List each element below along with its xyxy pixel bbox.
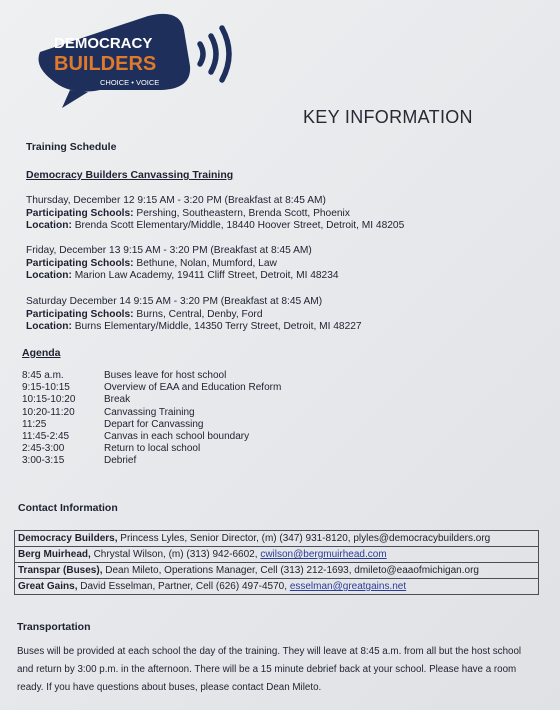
agenda-list: [22, 370, 281, 468]
schools-label: Participating Schools:: [26, 207, 134, 219]
agenda-time: 11:25: [22, 418, 47, 430]
agenda-time: 9:15-10:15: [22, 382, 70, 394]
contact-heading: Contact Information: [18, 502, 118, 514]
contact-table: [14, 530, 539, 595]
agenda-time: 8:45 a.m.: [22, 370, 64, 381]
agenda-item: [22, 407, 281, 419]
logo-line2: BUILDERS: [54, 53, 157, 75]
agenda-time: 2:45-3:00: [22, 443, 65, 455]
table-row: [15, 531, 539, 547]
logo-tagline: CHOICE • VOICE: [100, 78, 160, 87]
contact-details: Chrystal Wilson, (m) (313) 942-6602,: [90, 549, 261, 560]
logo-line1: DEMOCRACY: [54, 35, 153, 52]
contact-cell: [15, 579, 539, 595]
transportation-body: Buses will be provided at each school the day of the training. They will leave at 8:45 a.m. from all but the host school and return by 3:00 p.m. in the afternoon. There will be a 15 minute debrief back at your school. Please have a room ready. If you have questions about buses, please contact Dean Mileto.: [17, 646, 522, 693]
democracy-builders-logo: [30, 4, 250, 108]
agenda-item: [22, 431, 281, 443]
contact-cell: [15, 563, 539, 579]
table-row: [15, 579, 539, 595]
session-friday: [26, 245, 339, 283]
agenda-desc: Debrief: [104, 455, 137, 467]
location-label: Location:: [26, 270, 72, 282]
session-schools: Burns, Central, Denby, Ford: [136, 308, 263, 320]
agenda-desc: Overview of EAA and Education Reform: [104, 382, 282, 394]
schools-label: Participating Schools:: [26, 257, 134, 269]
agenda-desc: Break: [104, 394, 131, 406]
table-row: [15, 563, 539, 579]
contact-org: Great Gains,: [18, 581, 78, 592]
session-location: Brenda Scott Elementary/Middle, 18440 Hoover Street, Detroit, MI 48205: [74, 220, 405, 232]
session-schools: Pershing, Southeastern, Brenda Scott, Phoenix: [136, 207, 350, 219]
page-title: KEY INFORMATION: [303, 107, 473, 127]
contact-org: Berg Muirhead,: [18, 549, 91, 560]
session-date: Friday, December 13 9:15 AM - 3:20 PM (Breakfast at 8:45 AM): [26, 245, 312, 256]
agenda-desc: Buses leave for host school: [104, 370, 227, 381]
email-link[interactable]: esselman@greatgains.net: [289, 581, 407, 592]
session-saturday: [26, 296, 362, 334]
table-row: [15, 547, 539, 563]
schools-label: Participating Schools:: [26, 308, 134, 320]
contact-org: Transpar (Buses),: [18, 565, 103, 576]
contact-org: Democracy Builders,: [18, 533, 118, 544]
location-label: Location:: [26, 321, 72, 333]
agenda-desc: Canvassing Training: [104, 406, 195, 418]
agenda-item: [22, 443, 281, 455]
session-date: Thursday, December 12 9:15 AM - 3:20 PM (Breakfast at 8:45 AM): [26, 195, 326, 206]
agenda-desc: Canvas in each school boundary: [104, 431, 250, 443]
agenda-item: [22, 382, 281, 394]
sound-waves-icon: [200, 28, 229, 80]
location-label: Location:: [26, 220, 72, 232]
contact-cell: [15, 547, 539, 563]
contact-details: Princess Lyles, Senior Director, (m) (347) 931-8120, plyles@democracybuilders.org: [117, 533, 491, 544]
agenda-desc: Return to local school: [104, 443, 201, 455]
session-thursday: [26, 195, 404, 233]
agenda-time: 11:45-2:45: [22, 431, 70, 443]
agenda-time: 10:20-11:20: [22, 406, 75, 418]
session-schools: Bethune, Nolan, Mumford, Law: [136, 257, 277, 269]
agenda-item: [22, 419, 281, 431]
training-subheading: Democracy Builders Canvassing Training: [26, 169, 234, 181]
contact-details: Dean Mileto, Operations Manager, Cell (313) 212-1693, dmileto@eaaofmichigan.org: [102, 565, 479, 576]
transportation-heading: Transportation: [17, 621, 91, 633]
session-location: Marion Law Academy, 19411 Cliff Street, Detroit, MI 48234: [74, 270, 339, 282]
agenda-time: 3:00-3:15: [22, 455, 65, 467]
training-schedule-heading: Training Schedule: [26, 141, 117, 153]
agenda-time: 10:15-10:20: [22, 394, 76, 406]
session-date: Saturday December 14 9:15 AM - 3:20 PM (Breakfast at 8:45 AM): [26, 296, 323, 307]
agenda-desc: Depart for Canvassing: [104, 418, 204, 430]
contact-details: David Esselman, Partner, Cell (626) 497-4570,: [77, 581, 290, 592]
agenda-item: [22, 394, 281, 406]
email-link[interactable]: cwilson@bergmuirhead.com: [260, 549, 387, 560]
agenda-heading: Agenda: [22, 347, 61, 359]
session-location: Burns Elementary/Middle, 14350 Terry Street, Detroit, MI 48227: [74, 321, 362, 333]
agenda-item: [22, 455, 281, 467]
contact-cell: [15, 531, 539, 547]
agenda-item: [22, 370, 281, 382]
